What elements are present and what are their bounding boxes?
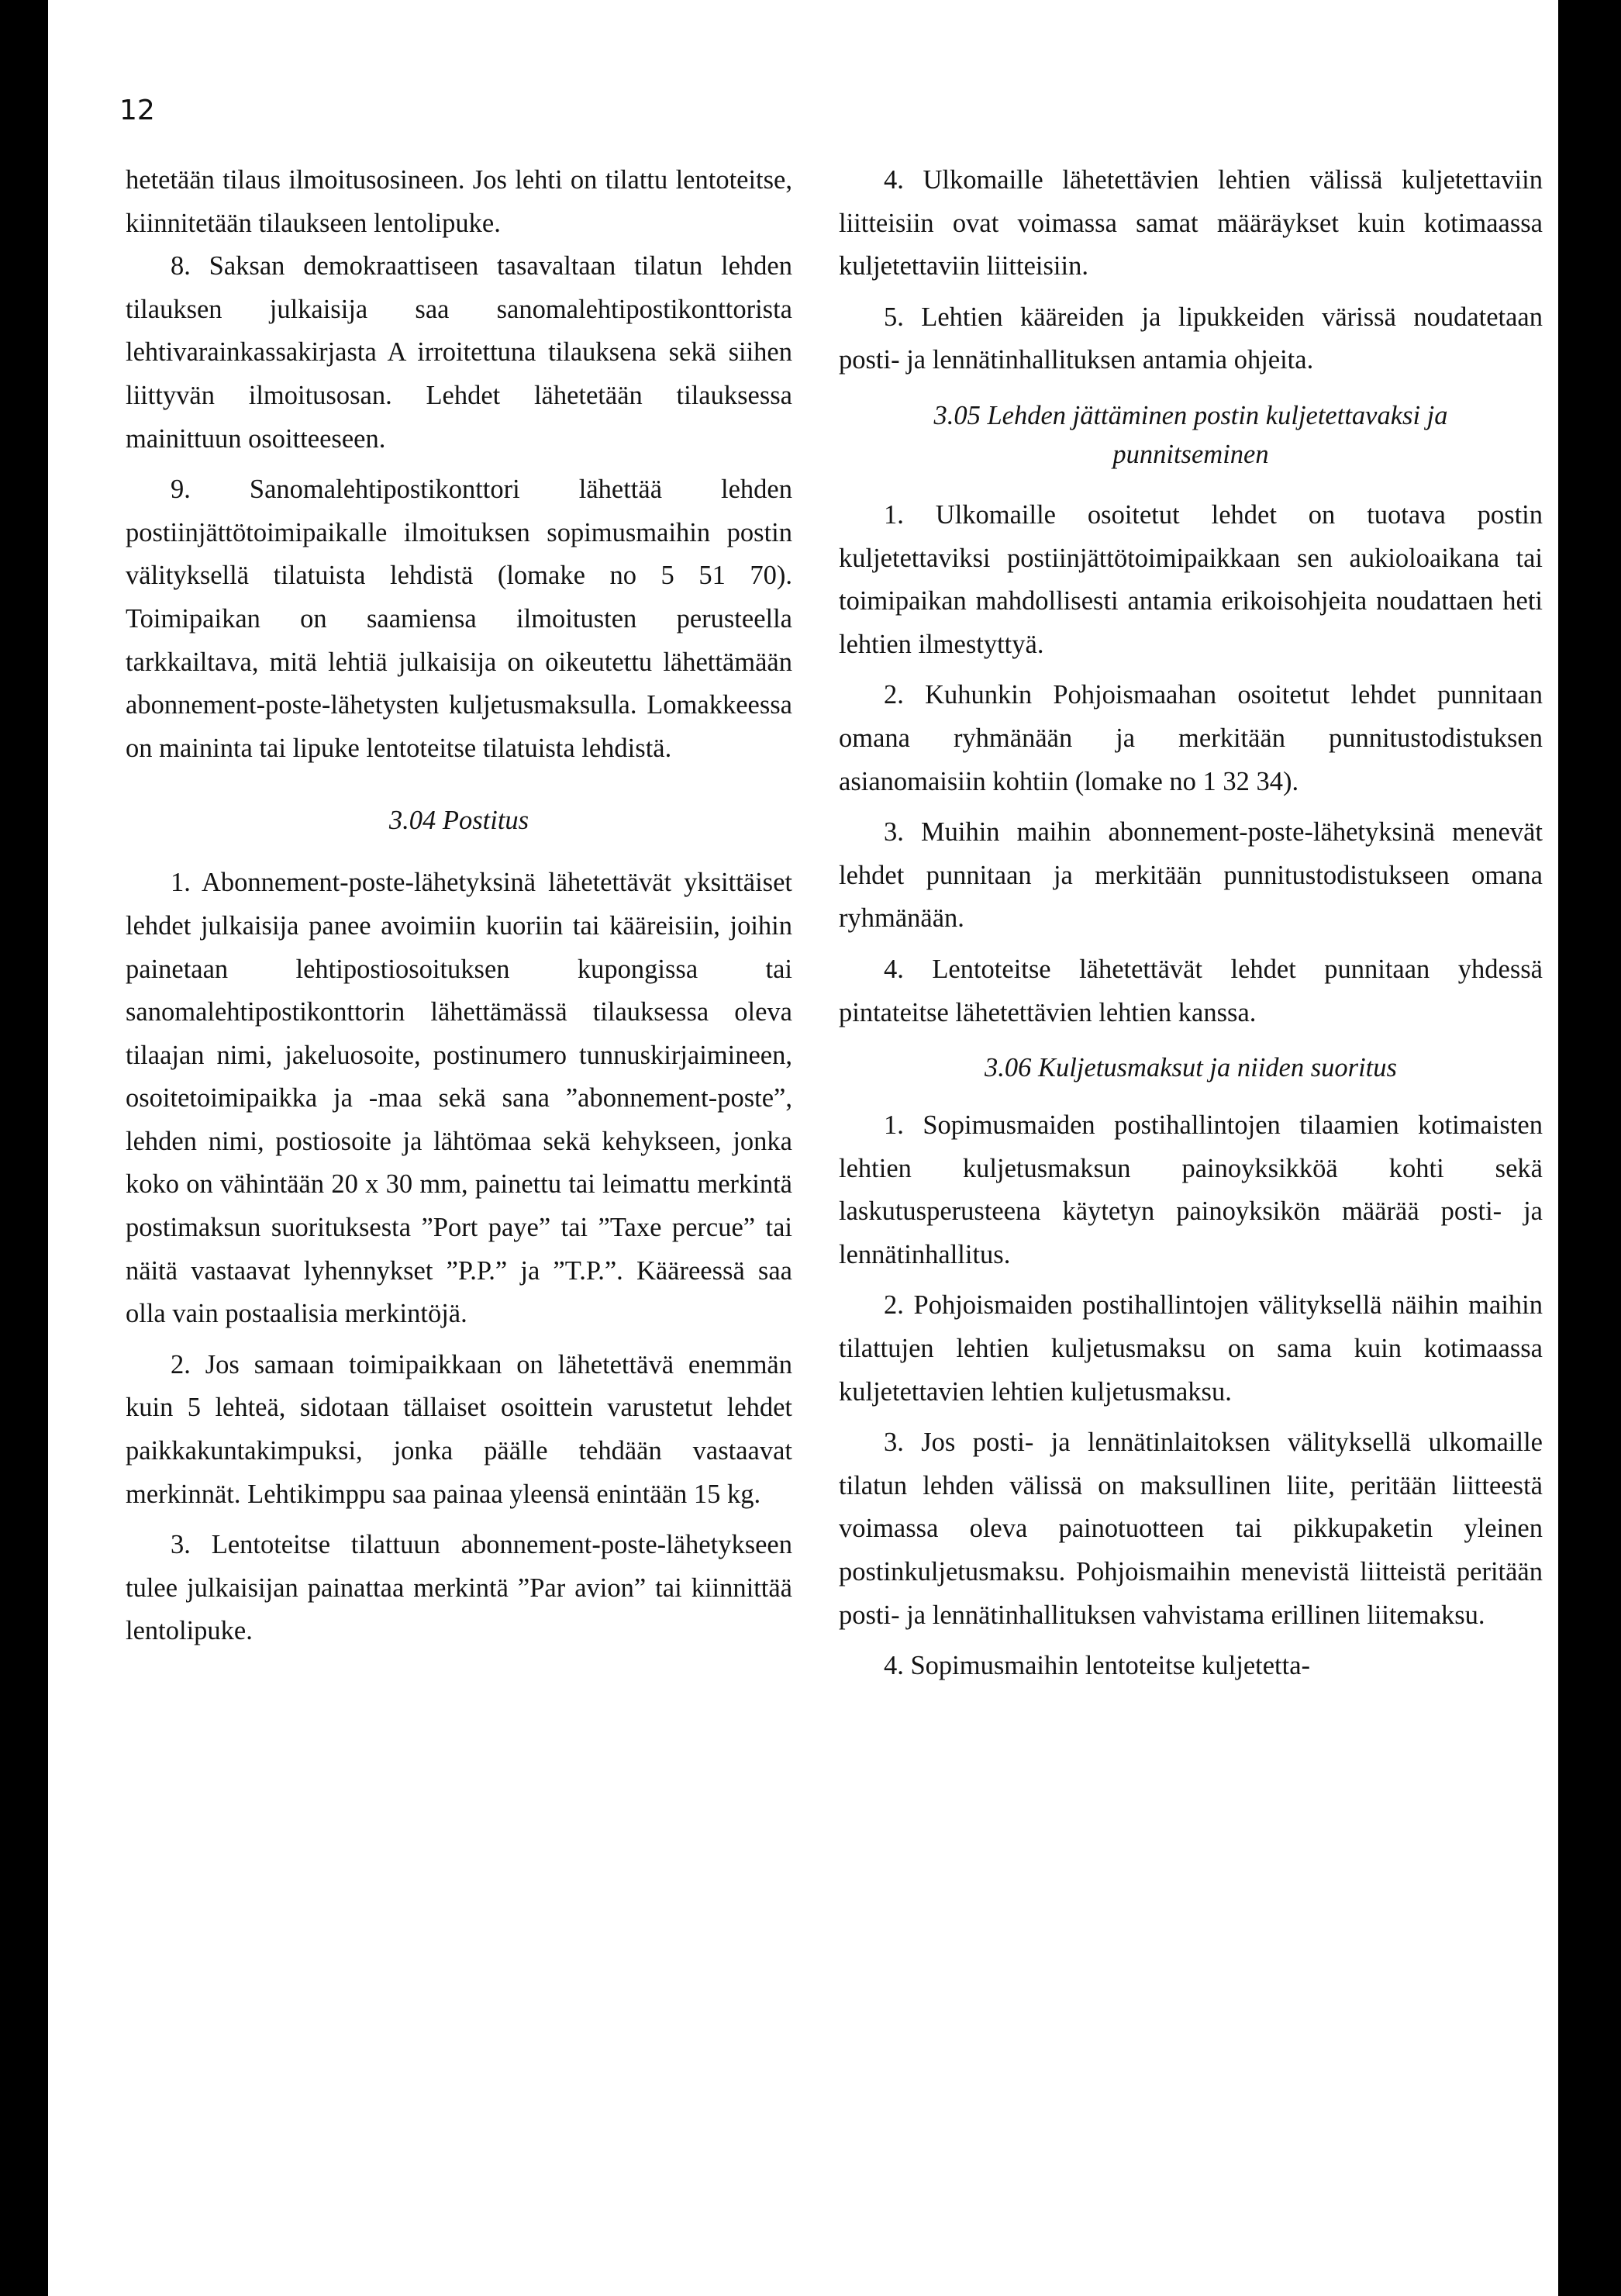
page-number: 12 [119, 95, 155, 126]
paragraph: 4. Sopimusmaihin lentoteitse kuljetetta- [884, 1651, 1310, 1681]
section-heading-3-04: 3.04 Postitus [388, 806, 529, 836]
scan-edge-rule [1583, 0, 1591, 2296]
paragraph: 4. Ulkomaille lähetettävien lehtien välissä kuljetettaviin liitteisiin ovat voimassa samat määräykset kuin kotimaassa kuljetettaviin liitteisiin. [839, 165, 1543, 281]
section-heading-3-05: 3.05 Lehden jättäminen postin kuljetettavaksi ja punnitseminen [933, 400, 1448, 469]
paragraph: 3. Jos posti- ja lennätinlaitoksen välityksellä ulkomaille tilatun lehden välissä on maksullinen liite, peritään liitteestä voimassa oleva painotuotteen tai pikkupaketin yleinen postinkuljetusmaksu. Pohjoismaihin menevistä liitteistä peritään posti- ja lennätinhallituksen vahvistama erillinen liitemaksu. [839, 1428, 1543, 1630]
paragraph: 2. Kuhunkin Pohjoismaahan osoitetut lehdet punnitaan omana ryhmänään ja merkitään punnitustodistuksen asianomaisiin kohtiin (lomake no 1 32 34). [839, 680, 1543, 796]
paragraph: 2. Jos samaan toimipaikkaan on lähetettävä enemmän kuin 5 lehteä, sidotaan tällaiset osoittein varustetut lehdet paikkakuntakimpuksi, jonka päälle tehdään vastaavat merkinnät. Lehtikimppu saa painaa yleensä enintään 15 kg. [126, 1349, 792, 1509]
paragraph: 9. Sanomalehtipostikonttori lähettää lehden postiinjättötoimipaikalle ilmoituksen sopimusmaihin postin välityksellä tilatuista lehdistä (lomake no 5 51 70). Toimipaikan on saamiensa ilmoitusten perusteella tarkkailtava, mitä lehtiä julkaisija on oikeutettu lähettämään abonnement-poste-lähetysten kuljetusmaksulla. Lomakkeessa on maininta tai lipuke lentoteitse tilatuista lehdistä. [126, 475, 792, 763]
left-column [126, 159, 792, 1653]
document-page [48, 0, 1558, 2296]
paragraph: 4. Lentoteitse lähetettävät lehdet punnitaan yhdessä pintateitse lähetettävien lehtien kanssa. [839, 954, 1543, 1027]
paragraph: hetetään tilaus ilmoitusosineen. Jos lehti on tilattu lentoteitse, kiinnitetään tilaukseen lentolipuke. [126, 165, 792, 238]
section-heading-3-06: 3.06 Kuljetusmaksut ja niiden suoritus [985, 1053, 1397, 1083]
right-column [839, 159, 1543, 1688]
scan-edge-rule [1558, 0, 1563, 2296]
paragraph: 1. Sopimusmaiden postihallintojen tilaamien kotimaisten lehtien kuljetusmaksun painoyksikköä kohti sekä laskutusperusteena käytetyn painoyksikön määrää posti- ja lennätinhallitus. [839, 1110, 1543, 1269]
paragraph: 3. Lentoteitse tilattuun abonnement-poste-lähetykseen tulee julkaisijan painattaa merkintä ”Par avion” tai kiinnittää lentolipuke. [126, 1530, 792, 1646]
paragraph: 1. Abonnement-poste-lähetyksinä lähetettävät yksittäiset lehdet julkaisija panee avoimiin kuoriin tai kääreisiin, joihin painetaan lehtipostiosoituksen kupongissa tai sanomalehtipostikonttorin lähettämässä tilauksessa oleva tilaajan nimi, jakeluosoite, postinumero tunnuskirjaimineen, osoitetoimipaikka ja -maa sekä sana ”abonnement-poste”, lehden nimi, postiosoite ja lähtömaa sekä kehykseen, jonka koko on vähintään 20 x 30 mm, painettu tai leimattu merkintä postimaksun suorituksesta ”Port paye” tai ”Taxe percue” tai näitä vastaavat lyhennykset ”P.P.” ja ”T.P.”. Kääreessä saa olla vain postaalisia merkintöjä. [126, 868, 792, 1329]
paragraph: 2. Pohjoismaiden postihallintojen välityksellä näihin maihin tilattujen lehtien kuljetusmaksu on sama kuin kotimaassa kuljetettavien lehtien kuljetusmaksu. [839, 1290, 1543, 1407]
paragraph: 1. Ulkomaille osoitetut lehdet on tuotava postin kuljetettaviksi postiinjättötoimipaikkaan sen aukioloaikana tai toimipaikan mahdollisesti antamia erikoisohjeita noudattaen heti lehtien ilmestyttyä. [839, 499, 1543, 659]
scan-edge-rule [1568, 0, 1578, 2296]
paragraph: 5. Lehtien kääreiden ja lipukkeiden värissä noudatetaan posti- ja lennätinhallituksen antamia ohjeita. [839, 302, 1543, 375]
paragraph: 8. Saksan demokraattiseen tasavaltaan tilatun lehden tilauksen julkaisija saa sanomalehtipostikonttorista lehtivarainkassakirjasta A irroitettuna tilauksena sekä siihen liittyvän ilmoitusosan. Lehdet lähetetään tilauksessa mainittuun osoitteeseen. [126, 251, 792, 454]
paragraph: 3. Muihin maihin abonnement-poste-lähetyksinä menevät lehdet punnitaan ja merkitään punnitustodistukseen omana ryhmänään. [839, 817, 1543, 934]
